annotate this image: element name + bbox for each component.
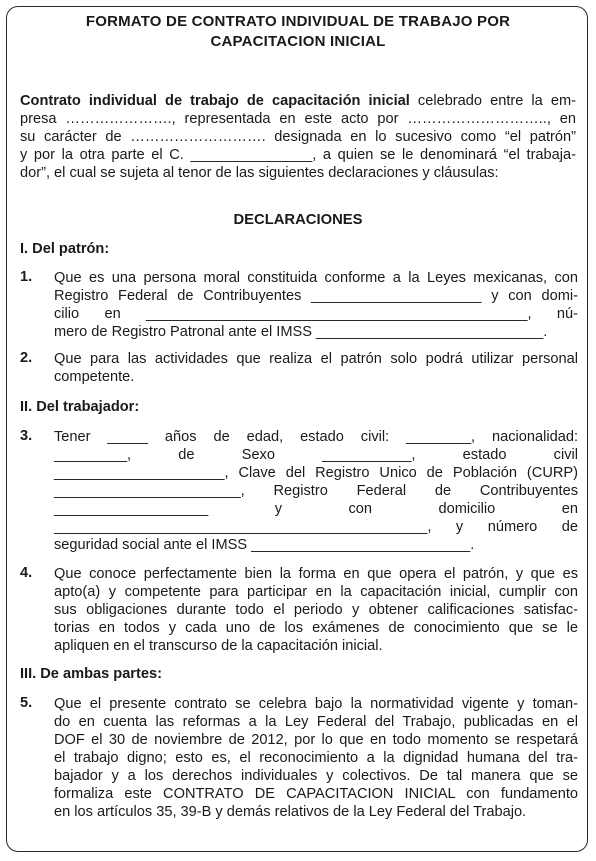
item-1-line-2: Registro Federal de Contribuyentes _____________________ y con domi- bbox=[54, 288, 578, 304]
item-3-line-7: seguridad social ante el IMSS ___________________________. bbox=[54, 537, 475, 553]
item-5-line-3: DOF el 30 de noviembre de 2012, por lo que en todo momento se respetará bbox=[54, 732, 578, 748]
section-3-heading: III. De ambas partes: bbox=[20, 666, 162, 682]
item-5-line-1: Que el presente contrato se celebra bajo la normatividad vigente y toman- bbox=[54, 696, 578, 712]
item-5-line-2: do en cuenta las reformas a la Ley Federal del Trabajo, publicadas en el bbox=[54, 714, 578, 730]
item-2-line-2: competente. bbox=[54, 369, 135, 385]
intro-line-5: dor”, el cual se sujeta al tenor de las siguientes declaraciones y cláusulas: bbox=[20, 165, 499, 181]
item-3-line-2: _________, de Sexo ___________, estado civil bbox=[54, 447, 578, 463]
item-1-line-3: cilio en _______________________________________________, nú- bbox=[54, 306, 578, 322]
item-1-number: 1. bbox=[20, 269, 33, 285]
item-3-line-4: _______________________, Registro Federal de Contribuyentes bbox=[54, 483, 578, 499]
item-2-line-1: Que para las actividades que realiza el patrón solo podrá utilizar personal bbox=[54, 351, 578, 367]
document-title-line-1: FORMATO DE CONTRATO INDIVIDUAL DE TRABAJO POR bbox=[85, 13, 511, 30]
intro-line-3: su carácter de ………………………. designada en lo sucesivo como “el patrón” bbox=[20, 129, 576, 145]
section-2-heading: II. Del trabajador: bbox=[20, 399, 140, 415]
item-1-line-1: Que es una persona moral constituida conforme a la Leyes mexicanas, con bbox=[54, 270, 578, 286]
item-4-line-2: apto(a) y competente para participar en la capacitación inicial, cumplir con bbox=[54, 584, 578, 600]
declaraciones-heading: DECLARACIONES bbox=[233, 212, 363, 228]
item-5-line-6: formaliza este CONTRATO DE CAPACITACION INICIAL con fundamento bbox=[54, 786, 578, 802]
intro-line-2: presa …………………., representada en este acto por ……………………….., en bbox=[20, 111, 576, 127]
item-5-line-5: bajador y a los derechos individuales y colectivos. De tal manera que se bbox=[54, 768, 578, 784]
item-4-line-5: apliquen en el transcurso de la capacitación inicial. bbox=[54, 638, 383, 654]
intro-line-1-rest: celebrado entre la em- bbox=[409, 93, 576, 109]
item-3-line-1: Tener _____ años de edad, estado civil: ________, nacionalidad: bbox=[54, 429, 578, 445]
item-4-line-1: Que conoce perfectamente bien la forma en que opera el patrón, y que es bbox=[54, 566, 578, 582]
item-3-line-5: ___________________ y con domicilio en bbox=[54, 501, 578, 517]
intro-bold-lead: Contrato individual de trabajo de capacitación inicial bbox=[20, 93, 410, 109]
item-5-number: 5. bbox=[20, 695, 33, 711]
item-3-line-6: ______________________________________________, y número de bbox=[54, 519, 578, 535]
section-1-heading: I. Del patrón: bbox=[20, 241, 110, 257]
item-5-line-7: en los artículos 35, 39-B y demás relativos de la Ley Federal del Trabajo. bbox=[54, 804, 527, 820]
item-3-number: 3. bbox=[20, 428, 33, 444]
intro-line-4: y por la otra parte el C. _______________, a quien se le denominará “el trabaja- bbox=[20, 147, 576, 163]
item-1-line-4: mero de Registro Patronal ante el IMSS ____________________________. bbox=[54, 324, 548, 340]
intro-line-1 bbox=[20, 92, 576, 110]
item-2-number: 2. bbox=[20, 350, 33, 366]
item-4-line-4: torias en todos y cada uno de los exámenes de conocimiento que se le bbox=[54, 620, 578, 636]
item-3-line-3: _____________________, Clave del Registro Unico de Población (CURP) bbox=[54, 465, 578, 481]
item-4-number: 4. bbox=[20, 565, 33, 581]
item-4-line-3: sus obligaciones durante todo el periodo y obtener calificaciones satisfac- bbox=[54, 602, 578, 618]
document-title-line-2: CAPACITACION INICIAL bbox=[210, 33, 386, 50]
item-5-line-4: el trabajo digno; esto es, el reconocimiento a la dignidad humana del tra- bbox=[54, 750, 578, 766]
